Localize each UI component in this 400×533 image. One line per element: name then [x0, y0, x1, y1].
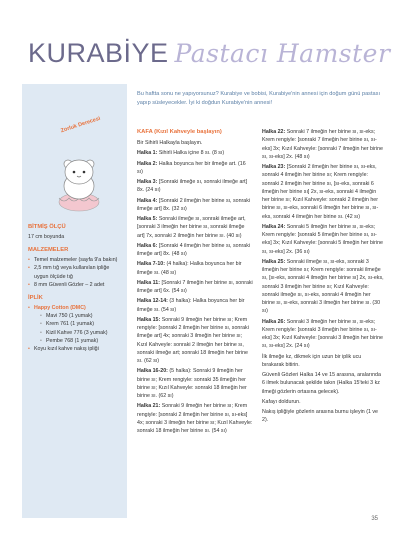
pattern-row [262, 128, 384, 161]
pattern-column-2 [262, 128, 384, 427]
pattern-row [137, 297, 253, 314]
row-label: Halka 2: [137, 160, 158, 167]
yarn-extra: • Koyu kızıl kahve nakış ipliği [28, 345, 124, 353]
yarn-item: • Pembe 768 (1 yumak) [40, 337, 124, 345]
pattern-row [137, 279, 253, 296]
row-text: (5 halka): Sonraki 9 ilmeğin her birine sı; Krem rengiyle: sonraki 35 ilmeğin her birine sı; Kızıl Kahveyle: sonraki 18 ilmeğin her birine sı. (62 sı) [137, 368, 247, 400]
difficulty-stamp: Zorluk Derecesi [60, 115, 102, 135]
row-text: Halka boyunca her bir ilmeğe art. (16 sı) [137, 160, 246, 175]
row-label: Halka 25: [262, 258, 286, 265]
row-label: Halka 6: [137, 242, 158, 249]
row-text: [Sonraki 4 ilmeğin her birine sı, sonraki ilmeğe art] 8x. (48 sı) [137, 242, 251, 258]
material-item: • 2,5 mm tığ veya kullanılan ipliğe uygun ölçüde tığ [28, 264, 124, 280]
pattern-row [137, 160, 253, 177]
pattern-row [262, 258, 384, 316]
row-label: Halka 22: [262, 129, 286, 135]
pattern-row [137, 139, 253, 147]
row-label: Halka 16-20: [137, 368, 168, 375]
row-text: Bir Sihirli Halkayla başlayın. [137, 140, 203, 147]
row-text: Sonraki 9 ilmeğin her birine sı; Krem rengiyle: [sonraki 2 ilmeğin her birine sı, sı-eks] 4x; sonraki 3 ilmeğin her birine sı; Kızıl Kahveyle: sonraki 18 ilmeğin her birine sı. (54 sı) [137, 403, 253, 435]
row-text: Sonraki 5 ilmeğin her birine sı, sı-eks; Krem rengiyle: [sonraki 5 ilmeğin her birine sı, sı-eks] 3x; Kızıl Kahveyle: [sonraki 5 ilmeğin her birine sı, sı-eks] 2x. (36 sı) [262, 223, 384, 255]
pattern-row [137, 242, 253, 259]
material-item: • Temel malzemeler (sayfa 9'a bakın) [28, 256, 124, 264]
pattern-row [262, 398, 384, 406]
material-item: • 8 mm Güvenli Gözler – 2 adet [28, 281, 124, 289]
row-text: Sihirli Halka içine 8 sı. (8 sı) [158, 150, 225, 157]
yarn-item: • Krem 761 (1 yumak) [40, 320, 124, 328]
pattern-row [137, 178, 253, 195]
row-label: Halka 21: [137, 403, 161, 410]
page-number: 35 [371, 516, 378, 522]
row-text: Sonraki 9 ilmeğin her birine sı; Krem rengiyle: [sonraki 2 ilmeğin her birine sı, sonraki ilmeğe art] 4x; sonraki 3 ilmeğin her birine sı; Kızıl Kahveyle: sonraki 2 ilmeğin her birine sı, sonraki ilmeğe art; sonraki 18 ilmeğin her birine sı. (62 sı) [137, 316, 249, 365]
title-main: KURABİYE [28, 38, 169, 68]
sidebar-content [28, 218, 124, 353]
size-title: BİTMİŞ ÖLÇÜ [28, 224, 66, 230]
row-label: Halka 4: [137, 197, 158, 204]
yarn-title: İPLİK [28, 294, 43, 301]
pattern-row [137, 402, 253, 435]
row-text: Sonraki ilmeğe sı, sı-eks, sonraki 3 ilmeğin her birine sı; Krem rengiyle: sonraki ilmeğe sı, [sı-eks, sonraki 4 ilmeğin her birine sı] 2x, sı-eks, sonraki 3 ilmeğin her birine sı; Kızıl Kahveyle: sonraki ilmeğe sı, sı-eks, sonraki 4 ilmeğin her birine sı, sı-eks, sonraki 3 ilmeğin her birine sı. (30 sı) [262, 258, 384, 315]
yarn-brand: • Happy Cotton (DMC) • Mavi 750 (1 yumak) • Krem 761 (1 yumak) • Kizil Kahve 776 (3 yumak) • Pembe 768 (1 yumak) [28, 304, 124, 345]
row-text: (3 halka): Halka boyunca her bir ilmeğe sı. (54 sı) [137, 298, 245, 313]
row-label: Halka 12-14: [137, 298, 168, 305]
row-label: Halka 15: [137, 316, 161, 323]
row-label: Halka 7-10: [137, 261, 165, 268]
row-label: Halka 26: [262, 318, 286, 325]
title-script: Pastacı Hamster [174, 39, 391, 68]
row-text: İlk ilmeğe kz, dikmek için uzun bir iplik ucu bırakarak bitirin. [262, 353, 362, 368]
pattern-row [262, 353, 384, 370]
yarn-list [28, 304, 124, 353]
materials-list [28, 256, 124, 289]
row-text: Sonraki 3 ilmeğin her birine sı, sı-eks; Krem rengiyle: [sonraki 3 ilmeğin her birine sı, sı-eks] 3x; Kızıl Kahveyle: [sonraki 3 ilmeğin her birine sı, sı-eks] 2x. (24 sı) [262, 318, 384, 350]
pattern-row [262, 408, 384, 425]
pattern-column-1 [137, 128, 253, 437]
row-text: [Sonraki 2 ilmeğin her birine sı, sı-eks, sonraki 4 ilmeğin her birine sı; Krem rengiyle: sonraki 2 ilmeğin her birine sı, [sı-eks, sonraki 6 ilmeğin her birine sı] 2x, sı-eks, sonraki 4 ilmeğin her birine sı; Kızıl Kahveyle: sonraki 2 ilmeğin her birine sı, sı-eks, sonraki 6 ilmeğin her birine sı, sı-eks, sonraki 4 ilmeğin her birine sı. (42 sı) [262, 164, 379, 220]
row-text: Nakış ipliğiyle gözlerin arasına burnu işleyin (1 ve 2). [262, 409, 378, 424]
pattern-row [262, 223, 384, 256]
row-label: Halka 1: [137, 150, 158, 157]
row-text: [Sonraki 2 ilmeğin her birine sı, sonraki ilmeğe art] 8x. (32 sı) [137, 197, 251, 212]
row-label: Halka 5: [137, 216, 158, 223]
row-text: Sonraki ilmeğe sı, sonraki ilmeğe art, [sonraki 3 ilmeğin her birine sı, sonraki ilmeğe art] 7x, sonraki 2 ilmeğin her birine sı. (40 sı) [137, 216, 246, 239]
intro-text: Bu haftta sonu ne yapıyorsunuz? Kurabiye ve bobisi, Kurabiye'nin annesi için doğum günü pastası yapıp süsleyecekler. İyi ki doğdun Kurabiye'nin annesi! [137, 91, 380, 106]
yarn-item: • Mavi 750 (1 yumak) [40, 312, 124, 320]
pattern-row [262, 163, 384, 221]
materials-title: MALZEMELER [28, 247, 69, 254]
pattern-row [137, 260, 253, 277]
row-label: Halka 11: [137, 279, 160, 286]
row-label: Halka 23: [262, 164, 286, 170]
row-text: [Sonraki ilmeğe sı, sonraki ilmeğe art] 8x. (24 sı) [137, 179, 248, 194]
section-heading: KAFA (Kızıl Kahveyle başlayın) [137, 129, 222, 135]
row-text: Sonraki 7 ilmeğin her birine sı, sı-eks; Krem rengiyle: [sonraki 7 ilmeğin her birine sı, sı-eks] 3x; Kızıl Kahveyle: [sonraki 7 ilmeğin her birine sı, sı-eks] 2x. (48 sı) [262, 129, 384, 160]
row-text: [Sonraki 7 ilmeğin her birine sı, sonraki ilmeğe art] 6x. (54 sı) [137, 279, 253, 295]
pattern-row [137, 367, 253, 400]
row-text: Kafayı doldurun. [262, 398, 301, 405]
pattern-row [137, 149, 253, 157]
row-text: Güvenli Gözleri Halka 14 ve 15 arasına, aralarında 6 ilmek bulunacak şekilde takın (Halka 15'teki 3 kz ilmeği gözlerin ortasına gelecek). [262, 372, 381, 395]
pattern-row [262, 371, 384, 396]
hamster-illustration [34, 140, 124, 215]
row-label: Halka 3: [137, 179, 158, 186]
row-label: Halka 24: [262, 223, 286, 230]
row-text: (4 halka): Halka boyunca her bir ilmeğe sı. (48 sı) [137, 261, 242, 276]
page-title [28, 38, 390, 69]
yarn-item: • Kizil Kahve 776 (3 yumak) [40, 329, 124, 337]
pattern-row [137, 316, 253, 366]
pattern-row [137, 197, 253, 214]
pattern-row [262, 318, 384, 351]
size-value: 17 cm boyunda [28, 233, 65, 240]
pattern-row [137, 215, 253, 240]
